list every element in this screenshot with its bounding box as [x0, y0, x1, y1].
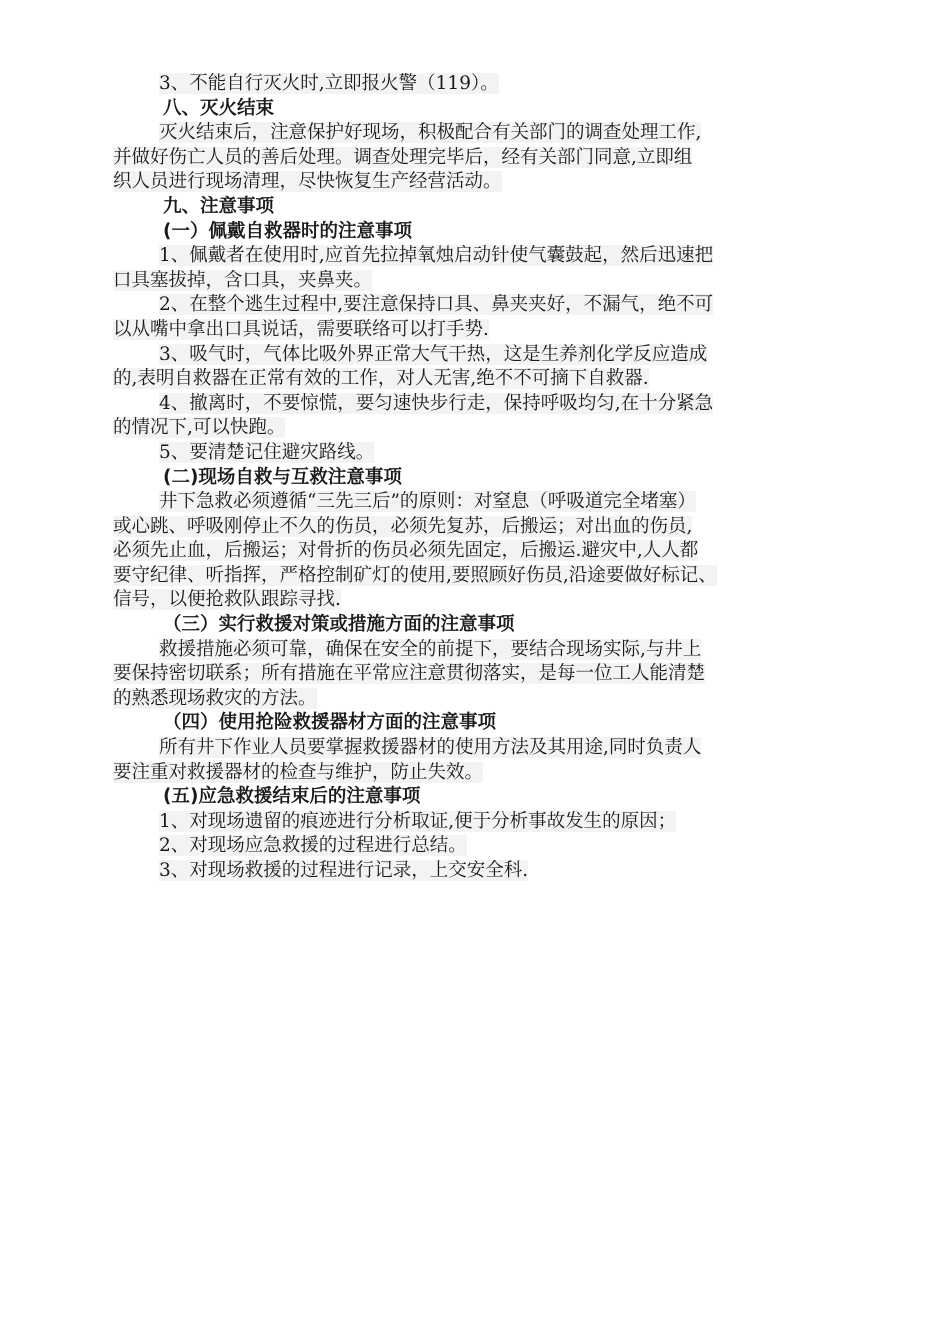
text-line: 口具塞拔掉，含口具，夹鼻夹。: [113, 269, 373, 291]
text-line: 救援措施必须可靠，确保在安全的前提下，要结合现场实际,与井上: [159, 638, 702, 660]
text-line: 织人员进行现场清理，尽快恢复生产经营活动。: [113, 171, 502, 193]
text-line: 的熟悉现场救灾的方法。: [113, 687, 317, 709]
subsection-heading: (五)应急救援结束后的注意事项: [163, 786, 421, 808]
document-page: [113, 72, 853, 884]
text-line: 5、要清楚记住避灾路线。: [159, 441, 375, 463]
text-line: 3、吸气时，气体比吸外界正常大气干热，这是生养剂化学反应造成: [159, 343, 708, 365]
text-line: 以从嘴中拿出口具说话，需要联络可以打手势.: [113, 318, 489, 340]
text-line: 的,表明自救器在正常有效的工作，对人无害,绝不不可摘下自救器.: [113, 368, 649, 390]
text-line: 2、对现场应急救援的过程进行总结。: [159, 835, 467, 857]
text-line: 并做好伤亡人员的善后处理。调查处理完毕后，经有关部门同意,立即组: [113, 146, 693, 168]
text-line: 信号，以便抢救队跟踪寻找.: [113, 589, 341, 611]
text-line: 必须先止血，后搬运；对骨折的伤员必须先固定，后搬运.避灾中,人人都: [113, 540, 699, 562]
text-line: 3、不能自行灭火时,立即报火警（119）。: [159, 73, 499, 94]
text-line: 1、佩戴者在使用时,应首先拉掉氧烛启动针使气囊鼓起，然后迅速把: [159, 245, 714, 267]
text-line: 灭火结束后，注意保护好现场，积极配合有关部门的调查处理工作,: [159, 122, 702, 144]
text-line: 要保持密切联系；所有措施在平常应注意贯彻落实，是每一位工人能清楚: [113, 663, 706, 685]
text-line: 或心跳、呼吸刚停止不久的伤员，必须先复苏，后搬运；对出血的伤员,: [113, 515, 693, 537]
subsection-heading: （四）使用抢险救援器材方面的注意事项: [163, 712, 497, 734]
text-line: 3、对现场救援的过程进行记录，上交安全科.: [159, 860, 529, 881]
text-line: 的情况下,可以快跑。: [113, 417, 286, 439]
text-line: 所有井下作业人员要掌握救援器材的使用方法及其用途,同时负责人: [159, 737, 702, 759]
section-heading: 九、注意事项: [163, 195, 275, 217]
text-line: 4、撤离时，不要惊慌，要匀速快步行走，保持呼吸均匀,在十分紧急: [159, 392, 714, 414]
text-line: 2、在整个逃生过程中,要注意保持口具、鼻夹夹好，不漏气，绝不可: [159, 294, 714, 316]
text-line: 要守纪律、听指挥，严格控制矿灯的使用,要照顾好伤员,沿途要做好标记、: [113, 564, 717, 586]
subsection-heading: (一）佩戴自救器时的注意事项: [163, 220, 412, 242]
text-line: 1、对现场遗留的痕迹进行分析取证,便于分析事故发生的原因；: [159, 810, 677, 832]
section-heading: 八、灭火结束: [163, 97, 275, 119]
subsection-heading: (二)现场自救与互救注意事项: [163, 466, 402, 488]
text-line: 要注重对救援器材的检查与维护，防止失效。: [113, 761, 484, 783]
subsection-heading: （三）实行救援对策或措施方面的注意事项: [163, 614, 515, 636]
text-line: 井下急救必须遵循“三先三后”的原则：对窒息（呼吸道完全堵塞）: [159, 491, 696, 513]
